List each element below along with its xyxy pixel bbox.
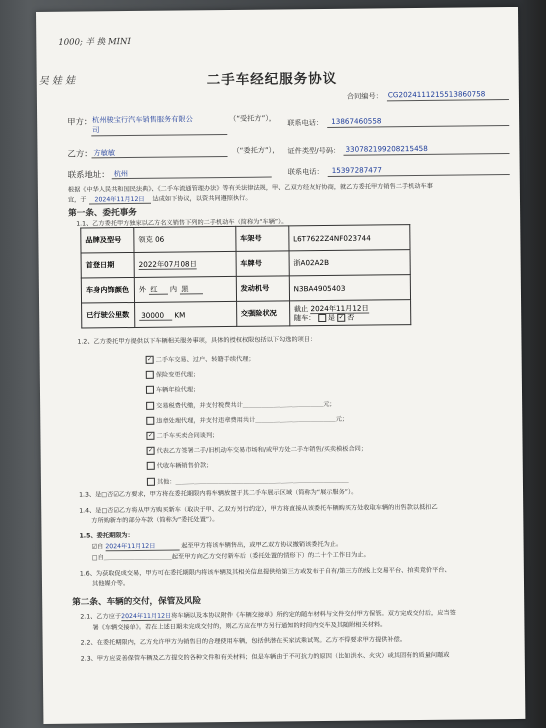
no-checkbox[interactable]: ✓ [338, 313, 344, 321]
vin-label: 车架号 [235, 226, 288, 252]
brand-value: 领克 06 [134, 226, 236, 252]
service-option [146, 385, 199, 395]
option-text: 代表乙方签署二手/旧机动车交易市场和/或甲方处二手车销售/买卖模板合同； [156, 445, 368, 455]
party-a-label: 甲方： [67, 116, 93, 127]
underline [91, 134, 227, 136]
reg-date-text: 2022年07月08日 [138, 259, 197, 269]
yes-checkbox[interactable] [318, 314, 326, 322]
vehicle-info-table [80, 224, 411, 328]
option-text: 交易税费代缴，并支付税费共计＿＿＿＿＿＿＿＿＿＿＿＿＿元； [156, 400, 336, 410]
clause-1-6-b: 其他媒介等。 [91, 580, 130, 588]
color-out-prefix: 外 [138, 284, 147, 294]
plate-value: 浙A02A2B [289, 250, 411, 276]
party-b-id: 33078219920821​5458 [345, 143, 428, 154]
clause-2-1-b: 署《车辆交接单》。若在上述日期未完成交付的，则乙方应在甲方另行通知的时间内交车及其随附相关材料。 [92, 621, 387, 632]
color-in-prefix: 内 [169, 284, 178, 294]
vin-value: L6T7622Z4NF023744 [288, 225, 410, 251]
brand-label: 品牌及型号 [81, 227, 134, 253]
underline [112, 177, 272, 180]
clause-2-1-text: 将车辆以及本协议附件《车辆交接单》所约定的随车材料与文件交付甲方保管。双方完成交付后，应当签 [171, 609, 456, 620]
contract-no-label: 合同编号： [346, 91, 383, 101]
option-checkbox[interactable]: ✓ [147, 431, 153, 439]
yes-label: 是 [327, 312, 336, 322]
clause-1-3: 1.3、是□否☑乙方要求，甲方将在委托期限内将车辆放置于其二手车展示区域（简称为“展示服务”）。 [79, 488, 358, 499]
option-text: 二手车交易、过户、转籍手续代理； [155, 355, 255, 364]
mileage-unit: KM [174, 309, 186, 320]
clause-1-4-b: 方所购新车的部分车款（简称为“委托处置”）。 [91, 516, 219, 525]
clause-2-1-prefix: 2.1、乙方应于 [80, 613, 122, 621]
term-a-text: 起至甲方将该车辆售出，或甲乙双方协议撤销该委托为止。 [181, 540, 343, 550]
preamble-post: 达成如下协议，以资共同遵照执行。 [152, 194, 252, 203]
plate-label: 车牌号 [236, 251, 289, 277]
option-checkbox[interactable] [146, 417, 154, 425]
clause-2-1-date: 2024年11月12日 [121, 612, 172, 621]
reg-date-value [134, 251, 236, 277]
ins-date: 2024年11月12日 [310, 303, 369, 314]
option-text: 其他：＿＿＿＿＿＿＿＿＿＿＿＿＿＿＿＿＿＿＿＿＿＿＿＿＿＿＿＿ [156, 476, 349, 486]
contract-paper [36, 7, 525, 724]
party-a-role: （“受托方”）， [229, 113, 277, 123]
service-option [146, 430, 218, 440]
option-checkbox[interactable] [147, 462, 155, 470]
party-b-id-label: 证件类型/号码： [287, 145, 341, 156]
party-b-name: 方敏敏 [93, 148, 116, 158]
clause-1-4-a: 1.4、是□否☑乙方将从甲方购买新车（取决于甲、乙双方另行约定），甲方将直接从该委托车辆购买方处收取车辆的出售款以抵扣乙 [79, 503, 438, 515]
mileage-number: 30000 [139, 310, 172, 320]
party-b-label: 乙方： [67, 148, 93, 159]
option-text: 保险变更代理； [155, 371, 200, 379]
preamble-date: 2024年11月12日 [88, 196, 150, 205]
engine-label: 发动机号 [236, 276, 289, 302]
clause-1-2: 1.2、乙方委托甲方提供以下车辆相关服务事项，具体的授权权限包括以下勾选的项目： [77, 336, 317, 346]
mileage-value [135, 301, 237, 327]
service-option [146, 414, 348, 425]
clause-2-2: 2.2、在委托期限内，乙方允许甲方为销售目的合理使用车辆，包括供潜在买家试乘试驾。乙方不得要求甲方提供补偿。 [80, 636, 407, 647]
ins-prefix: 截止 [293, 304, 309, 314]
service-option [146, 369, 199, 379]
contract-no-value: CG20241112155138607​58 [387, 89, 486, 100]
document-title: 二手车经纪服务协议 [206, 70, 338, 89]
option-checkbox[interactable]: ✓ [147, 355, 153, 363]
preamble-line1: 根据《中华人民共和国民法典》、《二手车流通管理办法》等有关法律法规，甲、乙双方经友好协商，就乙方委托甲方销售二手机动车事 [67, 182, 433, 194]
party-b-role: （“委托方”）， [232, 145, 280, 155]
party-b-addr: 杭州 [113, 169, 129, 179]
no-label: 否 [347, 312, 355, 322]
party-b-addr-label: 联系地址： [67, 169, 110, 180]
party-a-contact-label: 联系电话： [287, 117, 324, 128]
option-checkbox[interactable] [146, 401, 154, 409]
underline [92, 156, 228, 158]
term-b: □自＿＿＿＿＿＿＿＿＿＿＿起至甲方向乙方交付新车后（委托处置的情形下）的二十个工作日为止。 [91, 551, 370, 562]
handwritten-note-left: 吴 娃 娃 [38, 75, 76, 87]
engine-value: N3BA4905403 [289, 275, 411, 301]
option-checkbox[interactable] [146, 386, 154, 394]
color-label: 车身内饰颜色 [81, 277, 134, 303]
handwritten-note-top: 1000; 半 换 MINI [58, 37, 131, 48]
party-a-contact: 13867460558 [331, 116, 382, 126]
preamble-pre: 宜，于 [67, 196, 87, 204]
service-option [147, 461, 213, 471]
insurance-label: 交强险状况 [236, 301, 289, 327]
party-b-phone-label: 联系电话： [287, 166, 324, 177]
option-text: 代收车辆销售价款； [156, 462, 213, 471]
service-option [147, 444, 368, 455]
clause-1-1: 1.1、乙方委托甲方独家以乙方名义销售下列的二手机动车（简称为“车辆”）。 [76, 218, 288, 228]
color-out: 红 [148, 285, 167, 295]
reg-date-label: 首登日期 [81, 252, 134, 278]
underline [387, 99, 509, 101]
color-value [134, 276, 236, 302]
section-1-title: 第一条、委托事务 [68, 207, 137, 219]
ins-with-car: 随车： [293, 313, 316, 323]
option-checkbox[interactable] [146, 371, 154, 379]
clause-1-6-a: 1.6、为获取促成交易，甲方可在委托期限内将该车辆及其相关信息提供给第三方或发布于自有/第三方的线上交易平台、拍卖竞价平台、 [79, 566, 451, 578]
section-2-title: 第二条、车辆的交付，保管及风险 [72, 596, 202, 608]
insurance-value [289, 300, 411, 326]
mileage-label: 已行驶公里数 [82, 302, 135, 328]
option-checkbox[interactable]: ✓ [148, 446, 154, 455]
service-option [146, 398, 336, 409]
clause-1-5: 1.5、委托期限为： [79, 532, 134, 540]
clause-2-3: 2.3、甲方应妥善保管车辆及乙方提交的各种文件和有关材料；但是车辆由于不可抗力的原因（比如洪水、火灾）或其固有的质量问题或 [80, 651, 450, 663]
party-a-name-line2: 司 [92, 125, 100, 135]
option-checkbox[interactable] [147, 477, 155, 485]
option-text: 二手车买卖合同谈判； [156, 432, 219, 440]
party-b-phone: 15397287477 [331, 165, 383, 175]
option-text: 违章处理代理，并支付违章费用共计＿＿＿＿＿＿＿＿＿＿＿＿＿元； [156, 415, 349, 425]
option-text: 车辆年检代理； [155, 386, 200, 395]
color-in: 黑 [179, 284, 202, 294]
service-option [147, 474, 349, 485]
service-option [146, 354, 255, 364]
party-a-name-line1: 杭州骏宝行汽车销售服务有限公 [92, 114, 193, 125]
term-a-prefix: ☑自 [91, 543, 104, 551]
term-a-date: 2024年11月12日 [105, 543, 179, 552]
